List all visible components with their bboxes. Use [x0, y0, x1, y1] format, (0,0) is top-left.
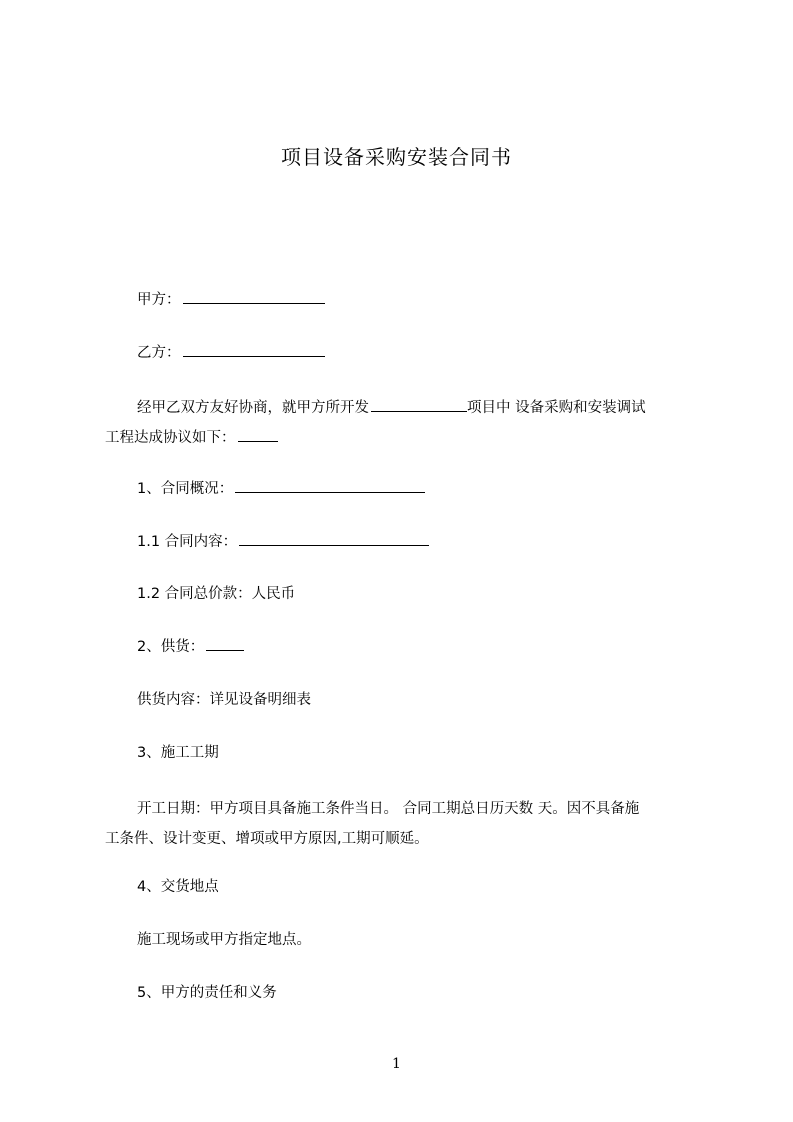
party-a-blank: [183, 289, 325, 304]
document-title: 项目设备采购安装合同书: [281, 145, 512, 169]
section-1-2-line: [137, 583, 295, 605]
section-1-1-line: [137, 531, 429, 553]
party-b-line: [137, 342, 325, 364]
intro-line-2: [105, 423, 695, 453]
intro-text-c: 工程达成协议如下：: [105, 430, 236, 446]
delivery-location-text: 施工现场或甲方指定地点。: [137, 932, 311, 948]
section-5-line: [137, 982, 277, 1004]
section-1-1-blank: [239, 531, 429, 546]
supply-content-line: [137, 689, 311, 711]
section-2-line: [137, 636, 244, 658]
party-a-line: [137, 289, 325, 311]
section-5-heading: 5、甲方的责任和义务: [137, 985, 277, 1001]
section-1-heading: 1、合同概况：: [137, 481, 234, 497]
intro-line-1: [105, 393, 695, 423]
intro-paragraph: [105, 393, 695, 453]
section-3-line-2: 工条件、设计变更、增项或甲方原因,工期可顺延。: [105, 831, 429, 847]
delivery-location-line: [137, 929, 311, 951]
section-2-heading: 2、供货：: [137, 639, 205, 655]
section-1-blank: [235, 478, 425, 493]
party-b-blank: [183, 342, 325, 357]
section-1-line: [137, 478, 425, 500]
supply-content-text: 供货内容：详见设备明细表: [137, 692, 311, 708]
intro-text-b: 项目中 设备采购和安装调试: [467, 400, 646, 416]
party-a-label: 甲方：: [137, 292, 181, 308]
section-3-line: [137, 742, 219, 764]
section-2-blank: [206, 636, 244, 651]
intro-text-a: 经甲乙双方友好协商，就甲方所开发: [137, 400, 369, 416]
page-number: 1: [392, 1056, 401, 1072]
section-4-heading: 4、交货地点: [137, 879, 219, 895]
section-3-heading: 3、施工工期: [137, 745, 219, 761]
section-1-1-heading: 1.1 合同内容：: [137, 534, 238, 550]
section-1-2-text: 1.2 合同总价款：人民币: [137, 586, 296, 602]
party-b-label: 乙方：: [137, 345, 181, 361]
project-name-blank: [371, 397, 467, 412]
section-3-paragraph: [105, 794, 695, 854]
section-3-line-1: 开工日期：甲方项目具备施工条件当日。 合同工期总日历天数 天。因不具备施: [137, 801, 640, 817]
intro-blank: [238, 427, 278, 442]
section-4-line: [137, 876, 219, 898]
